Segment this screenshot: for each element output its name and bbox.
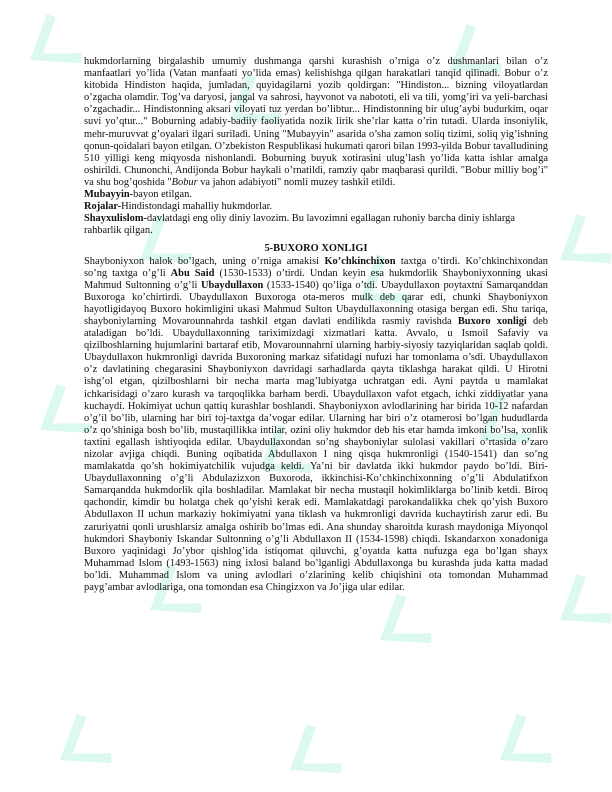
text-run: Shayboniyxon halok bo’lgach, uning o’rniga amakisi: [84, 255, 325, 267]
glossary: [84, 189, 548, 237]
text-run: Ko’chkinchixon: [324, 255, 396, 267]
glossary-term: Shayxulislom-: [84, 213, 147, 225]
text-run: deb ataladigan bo’ldi. Ubaydullaxonning tariximizdagi xizmatlari katta. Avvalo, u Ismoil Safaviy va qizilboshlarning hujumlarini bartaraf etib, Movarounnahrni ularning harbiy-siyosiy tazyiqlaridan saqlab qoldi. Ubaydullaxon hukmronligi davrida Buxoroning markaz sifatidagi nufuzi har tomonlama o’sdi. Ubaydullaxon o’z davlatining chegarasini Shayboniyxon davridagi sarhadlarda qayta tiklashga harakat qildi. U Hirotni ishg’ol etgan, qizilboshlarni bir necha marta mag’lubiyatga uchratgan edi. Ayni paytda u mamlakat ichkarisidagi o’zaro kurash va tarqoqlikka barham berdi. Ubaydullaxon vafot etgach, ichki ziddiyatlar yana kuchaydi. Hokimiyat uchun qattiq kurashlar boshlandi. Shayboniyxon avlodlarining har birida 10-12 nafardan o’g’il bo’lib, ularning har biri toj-taxtga da’vogar edilar. Ularning har biri o’z otamerosi bo’lgan hududlarda o’z qo’shiniga bosh bo’lib, mustaqillikka intilar, ozini oliy hukmdor deb his etar hamda imkoni bo’lsa, xonlik taxtini egallash ishtiyoqida edilar. Ubaydullaxondan so’ng shayboniylar sulolasi vakillari o’rtasida o’zaro nizolar avjiga chiqdi. Buning oqibatida Abdullaxon I ning qisqa hukmronligi (1540-1541) dan so’ng mamlakatda qo’sh hokimiyatchilik vujudga keldi. Ya’ni bir davlatda ikki hukmdor paydo bo’ldi. Biri-Ubaydullaxonning o’g’li Abdulazizxon Buxoroda, ikkinchisi-Ko’chkinchixonning o’g’li Abdulatifxon Samarqandda hukmdorlik qila boshladilar. Mamlakat bir necha mustaqil hokimliklarga bo’linib ketdi. Biroq qachondir, kimdir bu holatga chek qo’yishi kerak edi. Mamlakatdagi parokandalikka chek qo’yish Buxoro Abdullaxon II uchun markaziy hokimiyatni yana tiklash va hukmronligi davrida kuchaytirish zarur edi. Bu zaruriyatni qonli urushlarsiz amalga oshirib bo’lmas edi. Ana shunday sharoitda kurash maydoniga Miyonqol hukmdori Shayboniy Iskandar Sultonning o’g’li Abdullaxon II (1534-1598) chiqdi. Iskandarxon xonadoniga Buxoro yaqinidagi Jo’ybor qishlog’ida istiqomat qiluvchi, g’oyatda katta nufuzga ega bo’lgan shayx Muhammad Islom (1493-1563) ning ixlosi baland bo’lganligi Abdullaxonga bu kurashda juda katta madad bo’ldi. Muhammad Islom va uning avlodlari o’zlarining kelib chiqishini ota tomondan Muhammad payg’ambar avlodlariga, ona tomondan esa Chingizxon va Jo’jiga ular edilar.: [84, 315, 548, 594]
glossary-term: Mubayyin-: [84, 189, 134, 201]
glossary-entry: [84, 213, 548, 237]
text-run: va jahon adabiyoti" nomli muzey tashkil etildi.: [197, 176, 396, 188]
watermark-chevron-icon: [14, 11, 86, 87]
section-title: 5-BUXORO XONLIGI: [264, 243, 368, 255]
glossary-definition: bayon etilgan.: [133, 189, 192, 201]
glossary-entry: [84, 201, 548, 213]
text-run: Bobur: [171, 176, 198, 188]
text-run: (1530-1533) o’tirdi. Undan keyin esa hukmdorlik Shayboniyxonning ukasi Mahmud Sultonning o’g’li: [84, 267, 548, 291]
text-run: Buxoro xonligi: [457, 315, 527, 327]
text-run: (1533-1540) qo’liga o’tdi. Ubaydullaxon poytaxtni Samarqanddan Buxoroga ko’chirtirdi. Ubaydullaxon Buxoroga ota-meros mulk deb qarar edi, chunki Shayboniyxon hayotligidayoq Buxoro hokimligini ukasi Mahmud Sulton Ubaydullaxonning otasiga bergan edi. Shu tariqa, shayboniylarning Movarounnahrda tashkil etgan davlati endilikda rasmiy ravishda: [84, 279, 549, 327]
watermark-chevron-icon: [364, 591, 436, 667]
text-run: hukmdorlarning birgalashib umumiy dushmanga qarshi kurashish o’rniga o’z dushmanlari bilan o’z manfaatlari yo’lida (Vatan manfaati yo’lida emas) kelishishga qilgan harakatlari tanqid qilinadi. Bobur o’z kitobida Hindiston haqida, jumladan, quyidagilarni yozib qoldirgan: "Hindiston... bizning viloyatlardan o’zgacha olamdir. Tog’va daryosi, jangal va sahrosi, hayvonot va nabototi, eli va tili, yomg’iri va yeli-barchasi o’zgachadir... Hindistonning aksari viloyati tuz yerdan bo’libtur... Hindistonning bir ulug’aybi budurkim, oqar suvi yo’qtur..." Boburning adabiy-badiiy faoliyatida nozik lirik she’rlar katta o’rin tutadi. Ularda insoniylik, mehr-muruvvat g’oyalari ilgari suriladi. Uning "Mubayyin" asarida o’sha zamon soliq tizimi, soliq yig’ishning qonun-qoidalari bayon etilgan. O’zbekiston Respublikasi hukumati qarori bilan 1993-yilda Bobur tavalludining 510 yilligi keng miqyosda nishonlandi. Boburning buyuk xotirasini ulug’lash yo’lida katta ishlar amalga oshirildi. Chunonchi, Andijonda Bobur haykali o’rnatildi, ramziy qabr maqbarasi qurildi. "Bobur milliy bog’i" va shu bog’qoshida ": [84, 56, 548, 188]
watermark-chevron-icon: [44, 711, 116, 787]
intro-paragraph: [84, 56, 548, 189]
watermark-chevron-icon: [544, 571, 612, 647]
document-page: [84, 56, 548, 594]
section-paragraph: [84, 256, 548, 595]
glossary-definition: Hindistondagi mahalliy hukmdorlar.: [121, 201, 273, 213]
text-run: taxtga o’tirdi. Ko’chkinchixondan so’ng taxtga o’g’li: [84, 255, 548, 279]
text-run: Ubaydullaxon: [200, 279, 264, 291]
watermark-chevron-icon: [544, 211, 612, 287]
glossary-entry: [84, 189, 548, 201]
text-run: Abu Said: [170, 267, 215, 279]
glossary-term: Rojalar-: [84, 201, 122, 213]
glossary-definition: davlatdagi eng oliy diniy lavozim. Bu lavozimni egallagan ruhoniy barcha diniy ishlarga rahbarlik qilgan.: [84, 213, 515, 237]
watermark-chevron-icon: [274, 721, 346, 792]
watermark-chevron-icon: [484, 711, 556, 787]
